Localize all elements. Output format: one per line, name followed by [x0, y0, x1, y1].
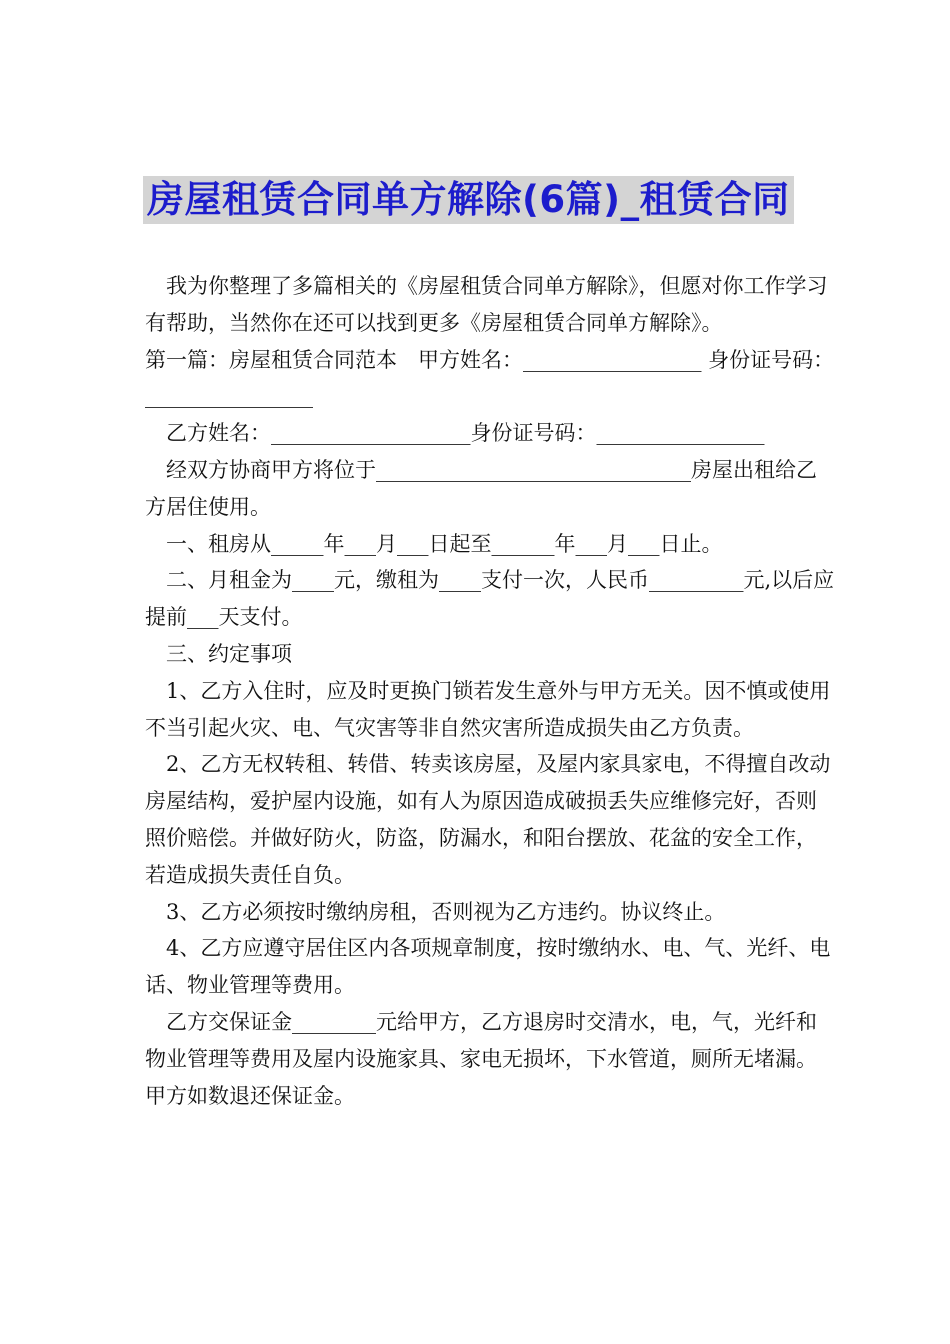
- paragraph-item-3: 3、乙方必须按时缴纳房租，否则视为乙方违约。协议终止。: [166, 899, 726, 924]
- paragraph-party-b: 乙方姓名：___________________身份证号码：________________: [166, 421, 765, 446]
- paragraph-term: 一、租房从_____年___月___日起至______年___月___日止。: [166, 531, 723, 556]
- paragraph-deposit: 乙方交保证金________元给甲方，乙方退房时交清水，电，气，光纤和物业管理等费用及屋内设施家具、家电无损坏，下水管道，厕所无堵漏。甲方如数退还保证金。: [145, 1009, 817, 1108]
- paragraph-item-4: 4、乙方应遵守居住区内各项规章制度，按时缴纳水、电、气、光纤、电话、物业管理等费用。: [145, 936, 831, 998]
- paragraph-party-a: 第一篇：房屋租赁合同范本 甲方姓名：_________________ 身份证号码：________________: [145, 347, 835, 409]
- paragraph-location: 经双方协商甲方将位于______________________________房屋出租给乙方居住使用。: [145, 457, 817, 519]
- document-body: [145, 268, 835, 1114]
- intro-paragraph: 我为你整理了多篇相关的《房屋租赁合同单方解除》，但愿对你工作学习有帮助，当然你在还可以找到更多《房屋租赁合同单方解除》。: [145, 274, 828, 335]
- document-title: 房屋租赁合同单方解除(6篇)_租赁合同: [143, 176, 794, 224]
- paragraph-item-1: 1、乙方入住时，应及时更换门锁若发生意外与甲方无关。因不慎或使用不当引起火灾、电、气灾害等非自然灾害所造成损失由乙方负责。: [145, 678, 831, 740]
- paragraph-rent: 二、月租金为____元，缴租为____支付一次，人民币_________元,以后应提前___天支付。: [145, 568, 835, 630]
- paragraph-section-heading: 三、约定事项: [166, 641, 292, 666]
- paragraph-item-2: 2、乙方无权转租、转借、转卖该房屋，及屋内家具家电，不得擅自改动房屋结构，爱护屋内设施，如有人为原因造成破损丢失应维修完好，否则照价赔偿。并做好防火，防盗，防漏水，和阳台摆放、花盆的安全工作，若造成损失责任自负。: [145, 752, 831, 887]
